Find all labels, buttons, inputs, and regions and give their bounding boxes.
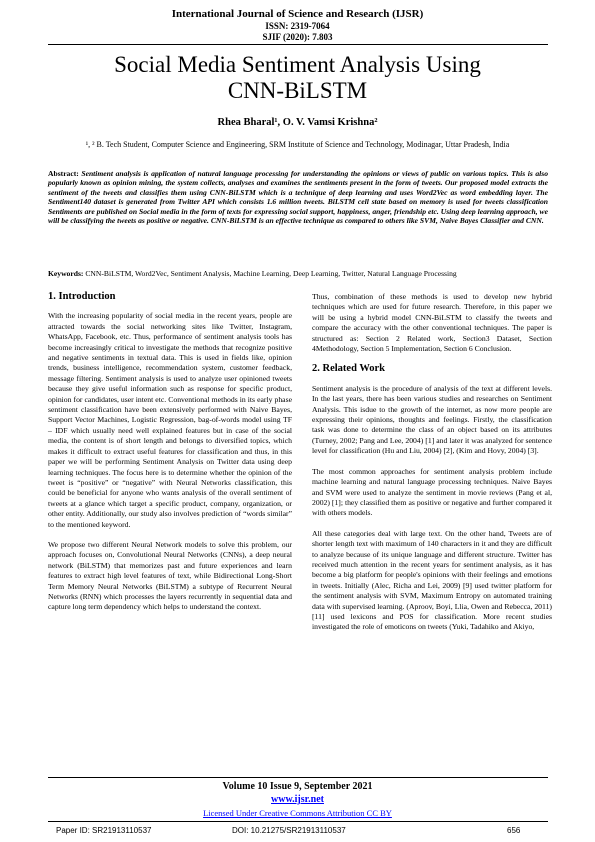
- abstract: [48, 169, 548, 225]
- issn: ISSN: 2319-7064: [265, 21, 330, 31]
- keywords-text: CNN-BiLSTM, Word2Vec, Sentiment Analysis, Machine Learning, Deep Learning, Twitter, Natural Language Processing: [85, 269, 457, 278]
- license-link[interactable]: Licensed Under Creative Commons Attribution CC BY: [203, 808, 392, 818]
- related-paragraph-2: The most common approaches for sentiment analysis problem include machine learning and natural language processing techniques. Naive Bayes and SVM were used to analyze the sentiment in movie reviews (Pang et al, 2002) [1]; they classified them as positive or negative and further compared it with others models.: [312, 466, 552, 518]
- intro-paragraph-1: With the increasing popularity of social media in the recent years, people are attracted towards the social networking sites like Twitter, Instagram, WhatsApp, Facebook, etc. Thus, performance of sentiment analysis tools has become increasingly critical to investigate the methods that recognize positive and negative sentiments in textual data. This is used in fields like, opinion trends, business intelligence, recommendation system, customer feedback, message filtering. Sentiment analysis is used to analyze user opinioned tweets because they give useful information such as response for specific product, opinion for candidates, user intent etc. Conventional methods in its early phase sentiment classification have been extensively performed with Naive Bayes, Support Vector Machines, Logistic Regression, bag-of-words model using TF – IDF which usually need well explained features but in case of the social media, the content is of short length and belongs to diversified topics, which makes it difficult to extract useful features for classification and thus, in this paper we will be performing Sentiment Analysis on Twitter data using deep learning techniques. The focus here is to determine whether the opinion of the tweet is “positive” or “negative” with Neural Networks classification, this could be beneficial for anyone who wants analysis of the overall sentiment of tweets at a glance which target a specific product, company, organization, or other entity. Additionally, our study also involves prediction of “words similar” to the mentioned keyword.: [48, 311, 292, 529]
- keywords: [48, 269, 548, 278]
- footer-rule-2: [48, 821, 548, 822]
- volume-issue: Volume 10 Issue 9, September 2021: [222, 781, 373, 792]
- related-paragraph-3: All these categories deal with large text. On the other hand, Tweets are of shorter length text with maximum of 140 characters in it and they are difficult to analyze because of its unique language and different structure. Twitter has received much attention in the recent years for sentiment analysis, as it has become a big platform for people's opinions with their feelings and emotions in tweets. Initially (Alec, Richa and Lei, 2009) [9] used twitter platform for the sentiment analysis with SVM, Maximum Entropy on automated training data with supervised learning. (Aproov, Boyi, Llia, Owen and Rebecca, 2011) [11] used lexicons and POS for classification. More recent studies investigated the role of emoticons on tweets (Yuki, Tadahiko and Akiyo,: [312, 528, 552, 632]
- related-paragraph-1: Sentiment analysis is the procedure of analysis of the text at different levels. In the last years, there has been various studies and researches on Sentiment Analysis. This isdue to the growth of the internet, as now more people are expressing their opinions, thoughts and feelings. Firstly, the classification task was done to determine the class of an object based on its attributes (Turney, 2002; Pang and Lee, 2004) [1] and later it was analyzed for sentence level for classification (Hu and Liu, 2004) [2], (Kim and Hovy, 2004) [3].: [312, 383, 552, 456]
- paper-title-line-1: Social Media Sentiment Analysis Using: [114, 52, 481, 77]
- paper-id: Paper ID: SR21913110537: [56, 826, 152, 835]
- sjif: SJIF (2020): 7.803: [262, 32, 333, 42]
- footer-rule: [48, 777, 548, 778]
- journal-site-link[interactable]: www.ijsr.net: [271, 794, 324, 805]
- paper-title-line-2: CNN-BiLSTM: [227, 78, 368, 103]
- keywords-label: Keywords:: [48, 269, 84, 278]
- doi: DOI: 10.21275/SR21913110537: [232, 826, 346, 835]
- authors: Rhea Bharal¹, O. V. Vamsi Krishna²: [217, 117, 378, 128]
- abstract-label: Abstract:: [48, 169, 79, 178]
- page-number: 656: [507, 826, 521, 835]
- intro-paragraph-3: Thus, combination of these methods is used to develop new hybrid techniques which are used for future research. Therefore, in this paper we will be using a hybrid model CNN-BiLSTM to classify the tweets and compare the accuracy with the other conventional techniques. The paper is structured as: Section 2 Related work, Section3 Dataset, Section 4Methodology, Section 5 Implementation, Section 6 Conclusion.: [312, 292, 552, 354]
- journal-title: International Journal of Science and Research (IJSR): [171, 8, 424, 20]
- right-column: [312, 292, 552, 643]
- header-rule: [48, 44, 548, 45]
- affiliation: ¹, ² B. Tech Student, Computer Science and Engineering, SRM Institute of Science and Technology, Modinagar, Uttar Pradesh, India: [85, 140, 510, 149]
- section-heading-introduction: 1. Introduction: [48, 291, 116, 302]
- abstract-text: Sentiment analysis is application of natural language processing for understanding the opinions or views of public on various topics. This is also popularly known as opinion mining, the system collects, analyses and examines the sentiments present in the form of tweets. Our proposed model extracts the sentiment of the tweets and classifies them using CNN-BiLSTM which is a technique of deep learning and uses Word2Vec as word embedding layer. The Sentiment140 dataset is generated from Twitter API which consists 1.6 million tweets. BiLSTM cell state based on memory is used for tweets classification Sentiments are published on Social media in the form of texts for expressing social support, happiness, anger, friendship etc. Using deep learning approach, we will be classifying the tweets as positive or negative. CNN-BiLSTM is an effective technique as compared to others like SVM, Naive Bayes Classifier and CNN.: [48, 169, 548, 226]
- section-heading-related-work: 2. Related Work: [312, 363, 386, 375]
- paper-title: [0, 52, 595, 104]
- left-column: [48, 292, 292, 623]
- intro-paragraph-2: We propose two different Neural Network models to solve this problem, our approach focuses on, Convolutional Neural Networks (CNNs), a deep neural network (BiLSTM) that memorizes past and future experiences and learn features to extract high level features of text, while Bidirectional Long-Short Term Memory Neural Networks (BiLSTM) a subtype of Recurrent Neural Networks (RNN) which processes the layers recurrently in sequential data and capture long term dependency which helps to understand the context.: [48, 539, 292, 612]
